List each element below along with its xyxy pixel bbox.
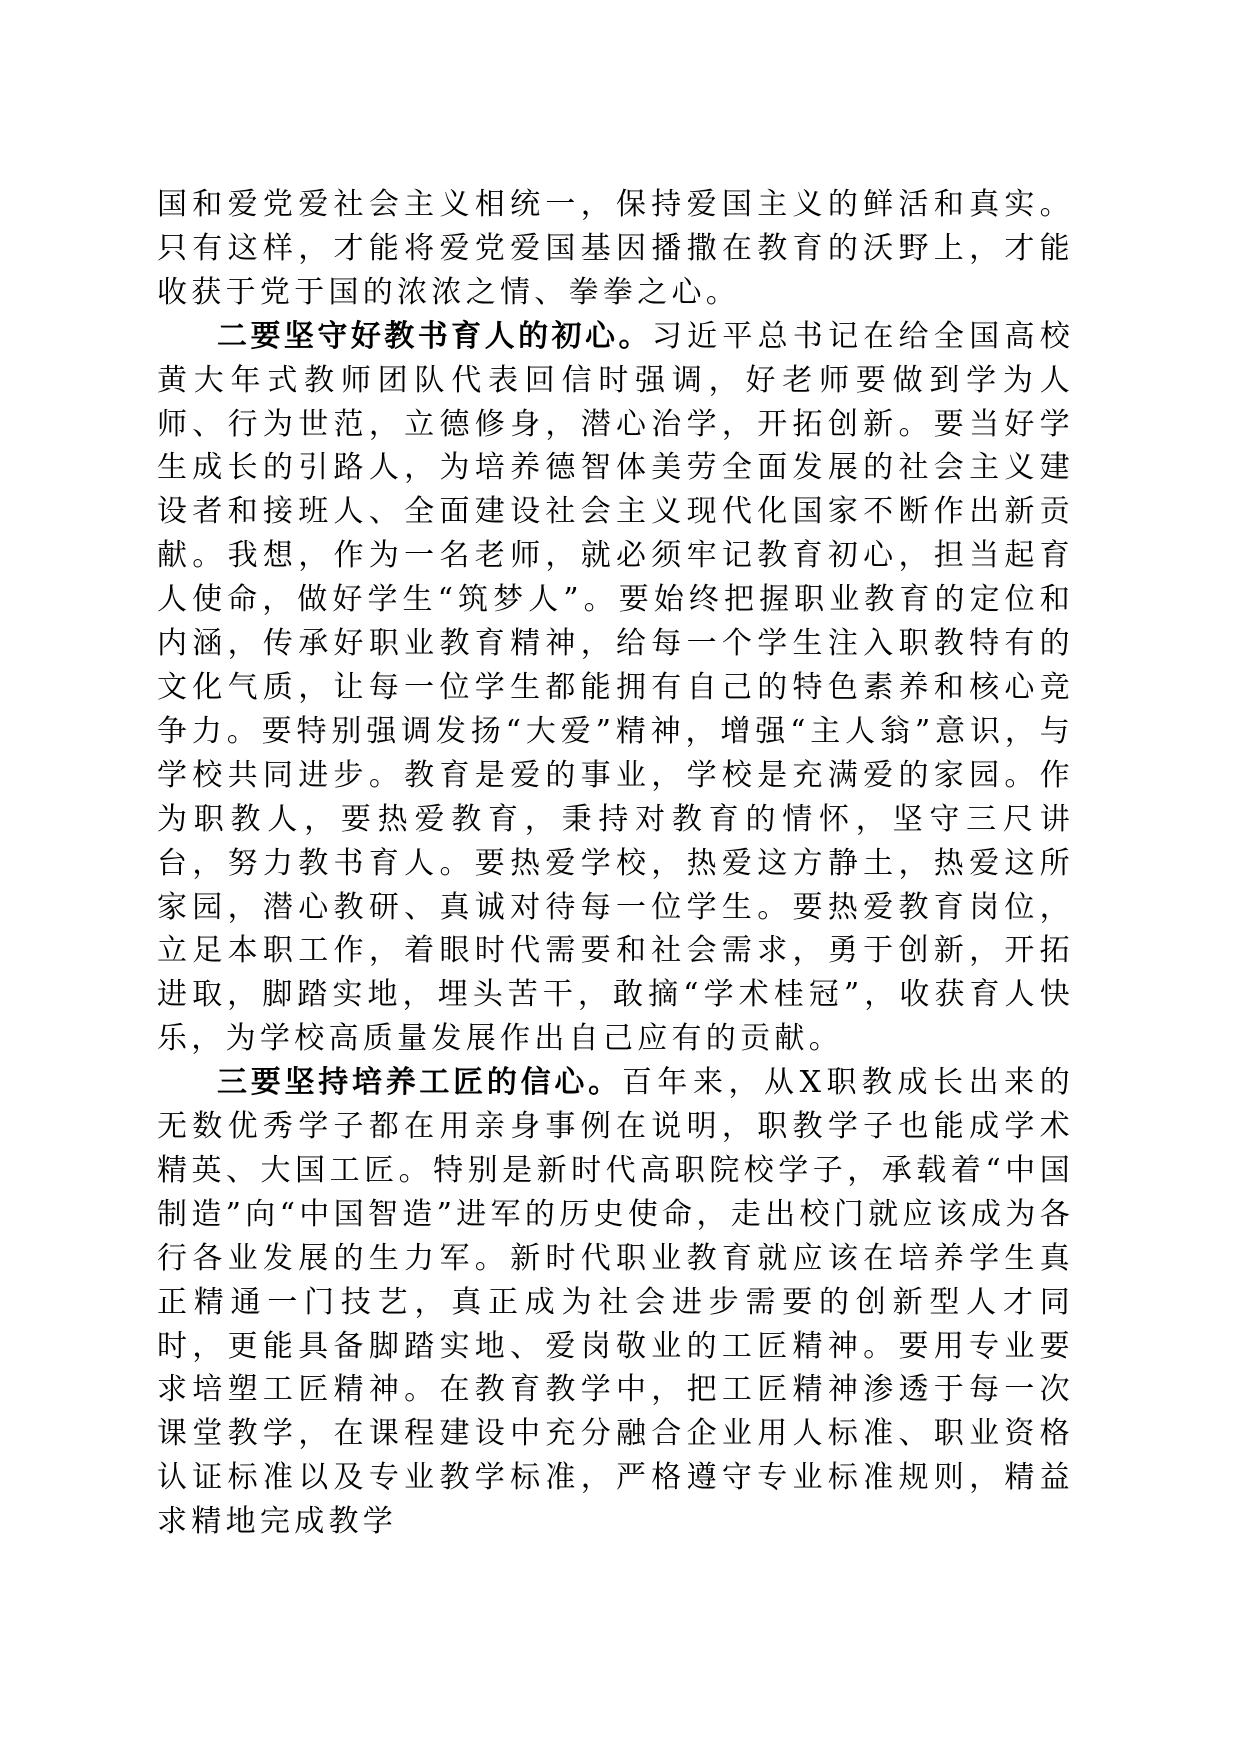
document-page [157, 183, 1074, 1544]
paragraph-heading: 三要坚持培养工匠的信心。 [217, 1065, 622, 1101]
paragraph-text: 国和爱党爱社会主义相统一，保持爱国主义的鲜活和真实。只有这样，才能将爱党爱国基因播撒在教育的沃野上，才能收获于党于国的浓浓之情、拳拳之心。 [157, 187, 1074, 310]
paragraph-point-two [157, 315, 1074, 1061]
paragraph-text: 习近平总书记在给全国高校黄大年式教师团队代表回信时强调，好老师要做到学为人师、行为世范，立德修身，潜心治学，开拓创新。要当好学生成长的引路人，为培养德智体美劳全面发展的社会主义建设者和接班人、全面建设社会主义现代化国家不断作出新贡献。我想，作为一名老师，就必须牢记教育初心，担当起育人使命，做好学生“筑梦人”。要始终把握职业教育的定位和内涵，传承好职业教育精神，给每一个学生注入职教特有的文化气质，让每一位学生都能拥有自己的特色素养和核心竞争力。要特别强调发扬“大爱”精神，增强“主人翁”意识，与学校共同进步。教育是爱的事业，学校是充满爱的家园。作为职教人，要热爱教育，秉持对教育的情怀，坚守三尺讲台，努力教书育人。要热爱学校，热爱这方静土，热爱这所家园，潜心教研、真诚对待每一位学生。要热爱教育岗位，立足本职工作，着眼时代需要和社会需求，勇于创新，开拓进取，脚踏实地，埋头苦干，敢摘“学术桂冠”，收获育人快乐，为学校高质量发展作出自己应有的贡献。 [157, 318, 1074, 1057]
paragraph-text: 百年来，从X职教成长出来的无数优秀学子都在用亲身事例在说明，职教学子也能成学术精英、大国工匠。特别是新时代高职院校学子，承载着“中国制造”向“中国智造”进军的历史使命，走出校门就应该成为各行各业发展的生力军。新时代职业教育就应该在培养学生真正精通一门技艺，真正成为社会进步需要的创新型人才同时，更能具备脚踏实地、爱岗敬业的工匠精神。要用专业要求培塑工匠精神。在教育教学中，把工匠精神渗透于每一次课堂教学，在课程建设中充分融合企业用人标准、职业资格认证标准以及专业教学标准，严格遵守专业标准规则，精益求精地完成教学 [157, 1065, 1074, 1540]
paragraph-heading: 二要坚守好教书育人的初心。 [217, 318, 652, 354]
paragraph-continuation [157, 183, 1074, 315]
paragraph-point-three [157, 1061, 1074, 1544]
